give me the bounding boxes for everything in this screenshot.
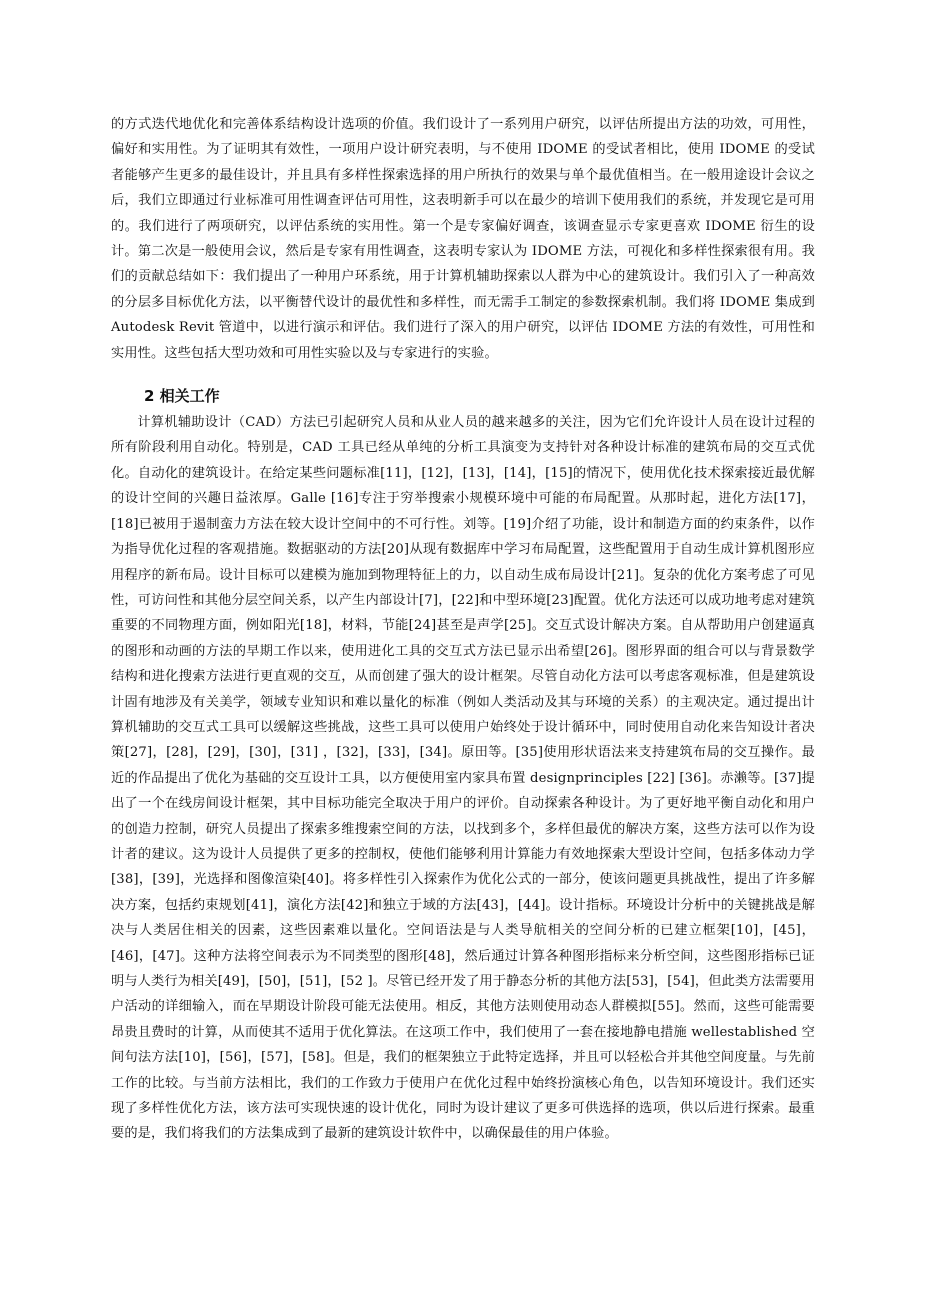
section-heading-related-work: 2 相关工作 <box>144 387 220 406</box>
related-work-paragraph: 计算机辅助设计（CAD）方法已引起研究人员和从业人员的越来越多的关注，因为它们允许设计人员在设计过程的所有阶段利用自动化。特别是，CAD 工具已经从单纯的分析工具演变为支持针对各种设计标准的建筑布局的交互式优化。自动化的建筑设计。在给定某些问题标准[11]，[12]，[13]，[14]，[15]的情况下，使用优化技术探索接近最优解的设计空间的兴趣日益浓厚。Galle [16]专注于穷举搜索小规模环境中可能的布局配置。从那时起，进化方法[17]，[18]已被用于遏制蛮力方法在较大设计空间中的不可行性。刘等。[19]介绍了功能，设计和制造方面的约束条件，以作为指导优化过程的客观措施。数据驱动的方法[20]从现有数据库中学习布局配置，这些配置用于自动生成计算机图形应用程序的新布局。设计目标可以建模为施加到物理特征上的力，以自动生成布局设计[21]。复杂的优化方案考虑了可见性，可访问性和其他分层空间关系，以产生内部设计[7]，[22]和中型环境[23]配置。优化方法还可以成功地考虑对建筑重要的不同物理方面，例如阳光[18]，材料，节能[24]甚至是声学[25]。交互式设计解决方案。自从帮助用户创建逼真的图形和动画的方法的早期工作以来，使用进化工具的交互式方法已显示出希望[26]。图形界面的组合可以与背景数学结构和进化搜索方法进行更直观的交互，从而创建了强大的设计框架。尽管自动化方法可以考虑客观标准，但是建筑设计固有地涉及有关美学，领域专业知识和难以量化的标准（例如人类活动及其与环境的关系）的主观决定。通过提出计算机辅助的交互式工具可以缓解这些挑战，这些工具可以使用户始终处于设计循环中，同时使用自动化来告知设计者决策[27]，[28]，[29]，[30]，[31] ，[32]，[33]，[34]。原田等。[35]使用形状语法来支持建筑布局的交互操作。最近的作品提出了优化为基础的交互设计工具，以方便使用室内家具布置 designprinciples [22] [36]。赤濑等。[37]提出了一个在线房间设计框架，其中目标功能完全取决于用户的评价。自动探索各种设计。为了更好地平衡自动化和用户的创造力控制，研究人员提出了探索多维搜索空间的方法，以找到多个，多样但最优的解决方案，这些方法可以作为设计者的建议。这为设计人员提供了更多的控制权，使他们能够利用计算能力有效地探索大型设计空间，包括多体动力学[38]，[39]，光选择和图像渲染[40]。将多样性引入探索作为优化公式的一部分，使该问题更具挑战性，提出了许多解决方案，包括约束规划[41]，演化方法[42]和独立于域的方法[43]，[44]。设计指标。环境设计分析中的关键挑战是解决与人类居住相关的因素，这些因素难以量化。空间语法是与人类导航相关的空间分析的已建立框架[10]，[45]，[46]，[47]。这种方法将空间表示为不同类型的图形[48]，然后通过计算各种图形指标来分析空间，这些图形指标已证明与人类行为相关[49]，[50]，[51]，[52 ]。尽管已经开发了用于静态分析的其他方法[53]，[54]，但此类方法需要用户活动的详细输入，而在早期设计阶段可能无法使用。相反，其他方法则使用动态人群模拟[55]。然而，这些可能需要昂贵且费时的计算，从而使其不适用于优化算法。在这项工作中，我们使用了一套在接地静电措施 wellestablished 空间句法方法[10]，[56]，[57]，[58]。但是，我们的框架独立于此特定选择，并且可以轻松合并其他空间度量。与先前工作的比较。与当前方法相比，我们的工作致力于使用户在优化过程中始终扮演核心角色，以告知环境设计。我们还实现了多样性优化方法，该方法可实现快速的设计优化，同时为设计建议了更多可供选择的选项，供以后进行探索。最重要的是，我们将我们的方法集成到了最新的建筑设计软件中，以确保最佳的用户体验。 <box>111 415 815 1142</box>
paper-page <box>111 112 815 1147</box>
intro-paragraph: 的方式迭代地优化和完善体系结构设计选项的价值。我们设计了一系列用户研究，以评估所提出方法的功效，可用性，偏好和实用性。为了证明其有效性，一项用户设计研究表明，与不使用 IDOME 的受试者相比，使用 IDOME 的受试者能够产生更多的最佳设计，并且具有多样性探索选择的用户所执行的效果与单个最优值相当。在一般用途设计会议之后，我们立即通过行业标准可用性调查评估可用性，这表明新手可以在最少的培训下使用我们的系统，并发现它是可用的。我们进行了两项研究，以评估系统的实用性。第一个是专家偏好调查，该调查显示专家更喜欢 IDOME 衍生的设计。第二次是一般使用会议，然后是专家有用性调查，这表明专家认为 IDOME 方法，可视化和多样性探索很有用。我们的贡献总结如下：我们提出了一种用户环系统，用于计算机辅助探索以人群为中心的建筑设计。我们引入了一种高效的分层多目标优化方法，以平衡替代设计的最优性和多样性，而无需手工制定的参数探索机制。我们将 IDOME 集成到 Autodesk Revit 管道中，以进行演示和评估。我们进行了深入的用户研究，以评估 IDOME 方法的有效性，可用性和实用性。这些包括大型功效和可用性实验以及与专家进行的实验。 <box>111 117 815 361</box>
